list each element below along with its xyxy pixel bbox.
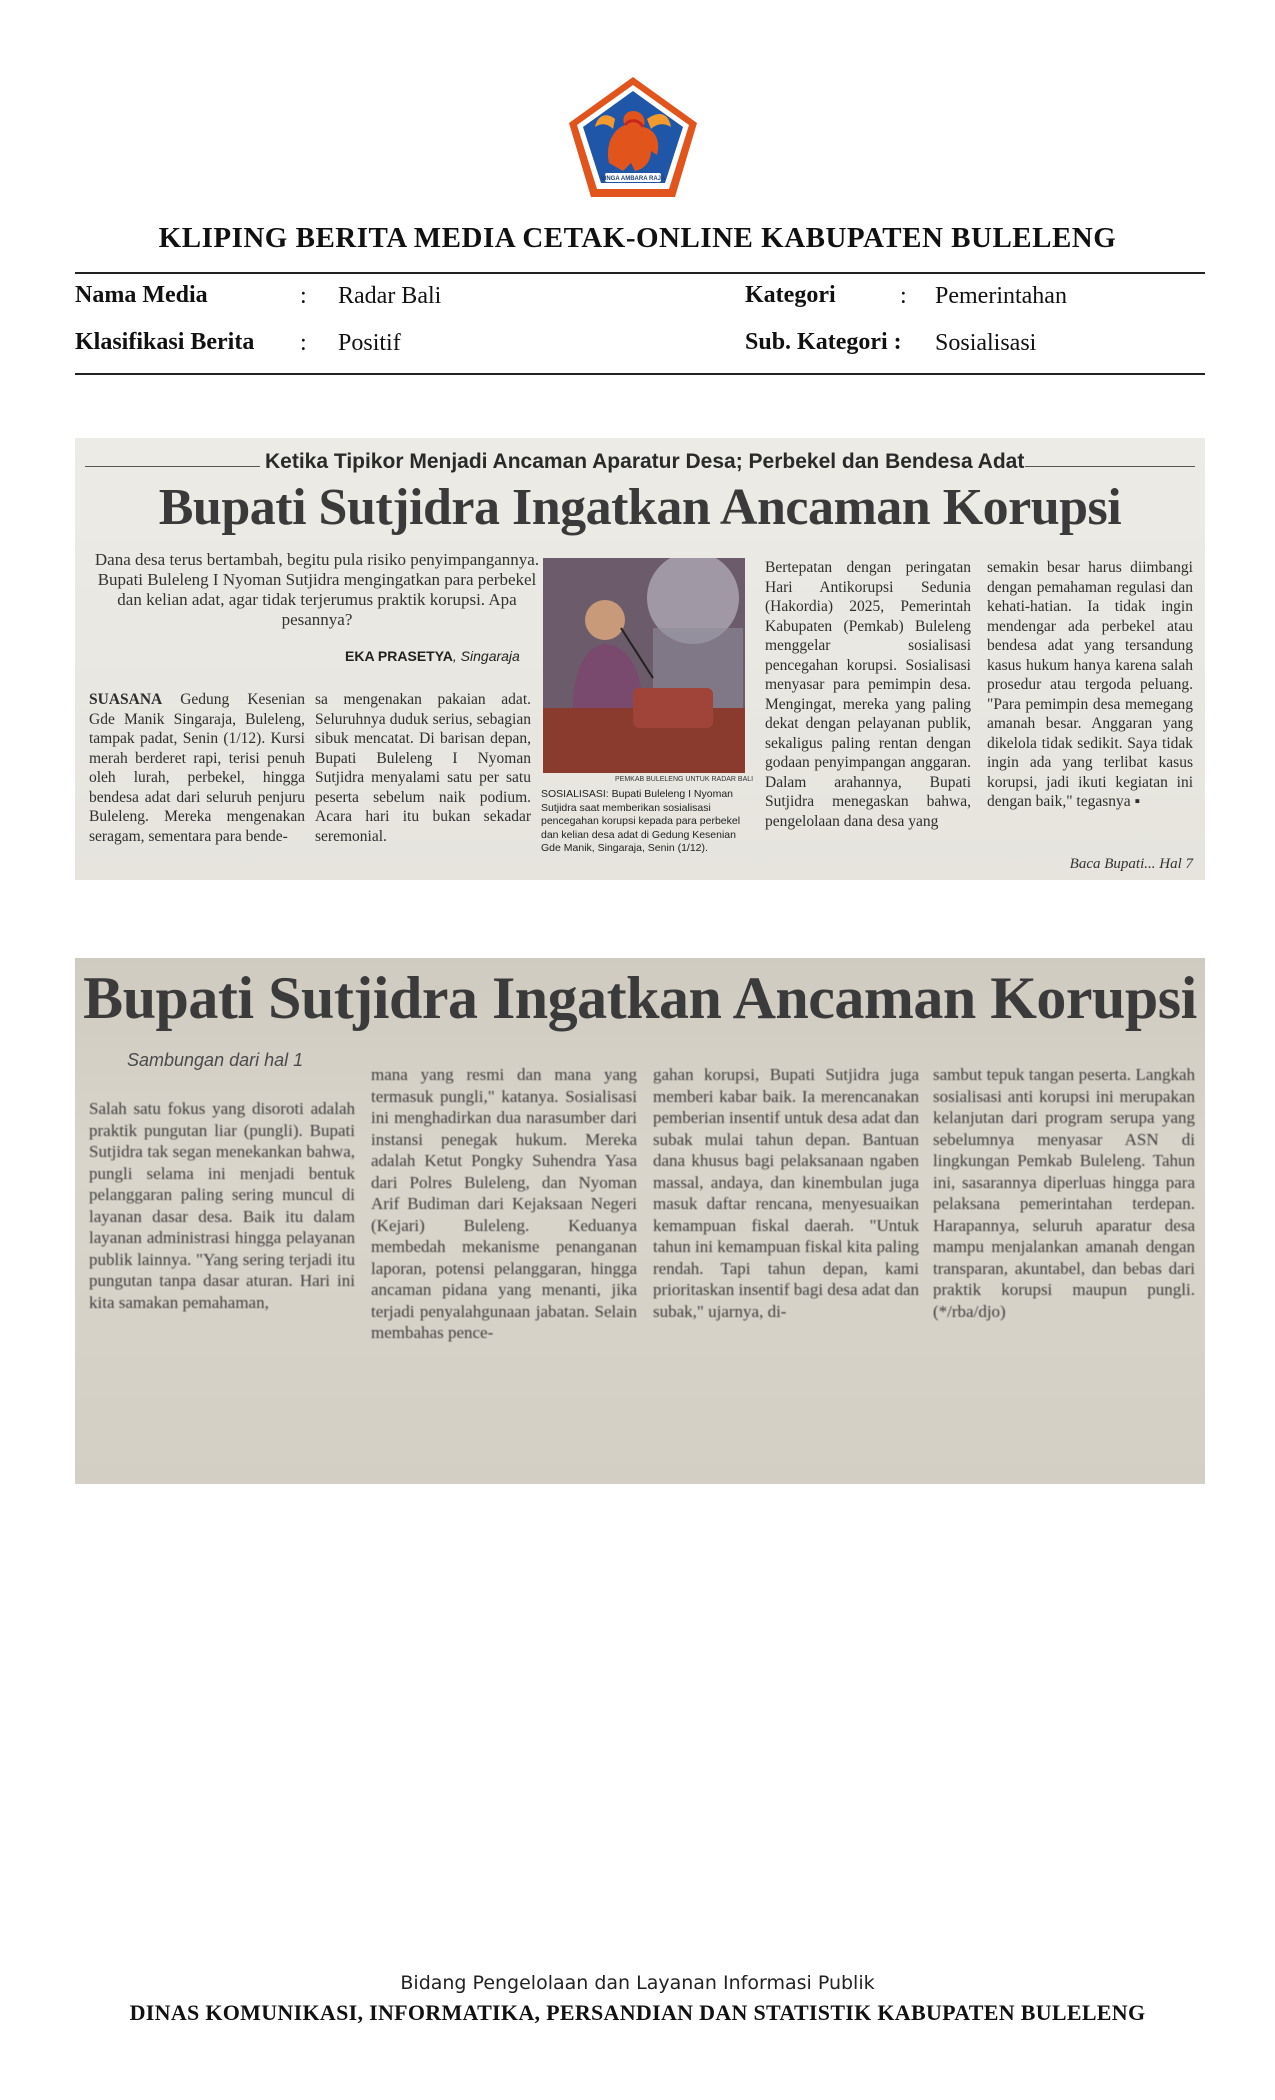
news-photo <box>543 558 745 773</box>
logo-motto: SINGA AMBARA RAJA <box>600 176 666 182</box>
continued-from: Sambungan dari hal 1 <box>127 1050 304 1070</box>
dropcap-lead: SUASANA <box>89 691 163 708</box>
article-column-4: semakin besar harus diimbangi dengan pemahaman regulasi dan kehati-hatian. Ia tidak ingin mendengar ada perbekel atau bendesa adat yang tersandung kasus hukum hanya karena salah prosedur atau tergoda peluang. "Para pemimpin desa memegang amanah besar. Anggaran yang dikelola tidak sedikit. Saya tidak ingin ada yang terlibat kasus korupsi, jadi ikuti kegiatan ini dengan baik," tegasnya ▪ <box>987 559 1193 810</box>
byline-name: EKA PRASETYA <box>345 648 453 664</box>
nama-media-value: Radar Bali <box>338 283 442 309</box>
article-column-2: sa mengenakan pakaian adat. Seluruhnya duduk serius, sebagian sibuk mencatat. Di barisan depan, Bupati Buleleng I Nyoman Sutjidra menyalami satu per satu peserta sebelum naik podium. Acara hari itu bukan sekadar seremonial. <box>315 691 531 845</box>
colon: : <box>300 330 307 356</box>
divider-bottom <box>75 373 1205 375</box>
article-column-4: sambut tepuk tangan peserta. Langkah sosialisasi anti korupsi ini merupakan kelanjutan dari program serupa yang sebelumnya menyasar ASN di lingkungan Pemkab Buleleng. Tahun ini, sasarannya diperluas hingga para pelaksana pemerintahan terdepan. Harapannya, seluruh aparatur desa mampu menjalankan amanah dengan transparan, akuntabel, dan bebas dari praktik korupsi maupun pungli. (*/rba/djo) <box>933 1065 1195 1321</box>
kategori-value: Pemerintahan <box>935 283 1067 309</box>
headline: Bupati Sutjidra Ingatkan Ancaman Korupsi <box>158 479 1122 536</box>
headline: Bupati Sutjidra Ingatkan Ancaman Korupsi <box>83 965 1197 1031</box>
byline-place: , Singaraja <box>452 648 520 664</box>
nama-media-label: Nama Media <box>75 282 208 308</box>
article-column-2: mana yang resmi dan mana yang termasuk pungli," katanya. Sosialisasi ini menghadirkan dua narasumber dari instansi penegak hukum. Mereka adalah Ketut Pongky Suhendra Yasa dari Polres Buleleng, dan Nyoman Arif Budiman dari Kejaksaan Negeri (Kejari) Buleleng. Keduanya membedah mekanisme penanganan laporan, potensi pelanggaran, hingga ancaman pidana yang menanti, jika terjadi penyalahgunaan jabatan. Selain membahas pence- <box>371 1065 637 1342</box>
column-text: Gedung Kesenian Gde Manik Singaraja, Buleleng, tampak padat, Senin (1/12). Kursi merah berderet rapi, terisi penuh oleh lurah, perbekel, hingga bendesa adat dari seluruh penjuru Buleleng. Mereka mengenakan seragam, sementara para bende- <box>89 691 305 845</box>
newspaper-clipping-continuation <box>75 958 1205 1484</box>
newspaper-clipping-front <box>75 438 1205 880</box>
lede: Dana desa terus bertambah, begitu pula risiko penyimpangannya. Bupati Buleleng I Nyoman Sutjidra mengingatkan para perbekel dan kelian adat, agar tidak terjerumus praktik korupsi. Apa pesannya? <box>94 550 540 629</box>
kicker-rule-left <box>85 466 260 467</box>
kicker: Ketika Tipikor Menjadi Ancaman Aparatur Desa; Perbekel dan Bendesa Adat <box>265 450 1025 473</box>
colon: : <box>300 283 307 309</box>
kicker-rule-right <box>1025 466 1195 467</box>
photo-credit: PEMKAB BULELENG UNTUK RADAR BALI <box>615 776 754 783</box>
article-column-1: Salah satu fokus yang disoroti adalah praktik pungutan liar (pungli). Bupati Sutjidra tak segan menekankan bahwa, pungli selama ini menjadi bentuk pelanggaran paling sering muncul di layanan dasar desa. Baik itu dalam layanan administrasi hingga pelayanan publik lainnya. "Yang sering terjadi itu pungutan tanpa dasar aturan. Hari ini kita samakan pemahaman, <box>89 1099 355 1312</box>
sub-kategori-label: Sub. Kategori : <box>745 329 902 355</box>
article-column-1 <box>89 690 305 846</box>
article-column-3: Bertepatan dengan peringatan Hari Antikorupsi Sedunia (Hakordia) 2025, Pemerintah Kabupaten (Pemkab) Buleleng menggelar sosialisasi pencegahan korupsi. Sosialisasi menyasar para pemimpin desa. Mengingat, mereka yang paling dekat dengan pelayanan publik, sekaligus paling rentan dengan godaan penyimpangan anggaran. Dalam arahannya, Bupati Sutjidra menegaskan bahwa, pengelolaan dana desa yang <box>765 559 971 830</box>
klasifikasi-value: Positif <box>338 330 401 356</box>
continuation-note: Baca Bupati... Hal 7 <box>1069 856 1193 872</box>
byline <box>345 648 520 664</box>
page-title: KLIPING BERITA MEDIA CETAK-ONLINE KABUPATEN BULELENG <box>158 222 1117 254</box>
kategori-label: Kategori <box>745 282 836 308</box>
colon: : <box>900 283 907 309</box>
footer-unit: Bidang Pengelolaan dan Layanan Informasi Publik <box>400 1972 875 1994</box>
photo-caption: SOSIALISASI: Bupati Buleleng I Nyoman Sutjidra saat memberikan sosialisasi pencegahan korupsi kepada para perbekel dan kelian desa adat di Gedung Kesenian Gde Manik, Singaraja, Senin (1/12). <box>541 788 741 854</box>
klasifikasi-label: Klasifikasi Berita <box>75 329 255 355</box>
meta-block <box>0 0 1275 380</box>
footer-agency: DINAS KOMUNIKASI, INFORMATIKA, PERSANDIAN DAN STATISTIK KABUPATEN BULELENG <box>129 2000 1146 2025</box>
article-column-3: gahan korupsi, Bupati Sutjidra juga memberi kabar baik. Ia merencanakan pemberian insentif untuk desa adat dan subak mulai tahun depan. Bantuan dana khusus bagi pelaksanaan ngaben massal, andaya, dan kinembulan juga masuk daftar rencana, menyesuaikan kemampuan fiskal daerah. "Untuk tahun ini kemampuan fiskal kita paling rendah. Tapi tahun depan, kami prioritaskan insentif bagi desa adat dan subak," ujarnya, di- <box>653 1065 919 1321</box>
sub-kategori-value: Sosialisasi <box>935 330 1037 356</box>
